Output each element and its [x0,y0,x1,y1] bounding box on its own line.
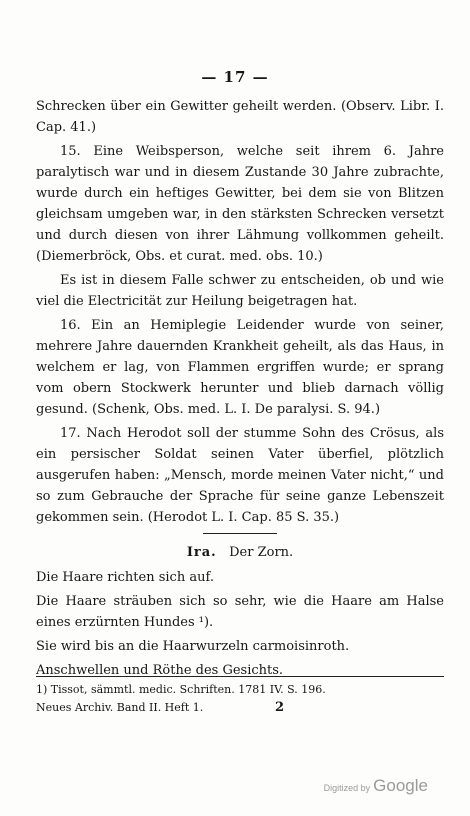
paragraph-continuation: Schrecken über ein Gewitter geheilt werden. (Observ. Libr. I. Cap. 41.) [36,99,444,135]
section-line-3: Sie wird bis an die Haarwurzeln carmoisinroth. [36,639,350,654]
section-title: Der Zorn. [229,545,294,560]
digitization-watermark [324,776,428,796]
section-divider [203,533,277,534]
section-line-4: Anschwellen und Röthe des Gesichts. [36,663,284,678]
paragraph-15: 15. Eine Weibsperson, welche seit ihrem 6. Jahre paralytisch war und in diesem Zustande 30 Jahre zubrachte, wurde durch ein heftiges Gewitter, bei dem sie von Blitzen gleichsam umgeben war, in den stärksten Schrecken versetzt und durch diesen von ihrer Lähmung vollkommen geheilt. (Diemerbröck, Obs. et curat. med. obs. 10.) [36,144,444,264]
section-line-1: Die Haare richten sich auf. [36,570,214,585]
paragraph-16: 16. Ein an Hemiplegie Leidender wurde von seiner, mehrere Jahre dauernden Krankheit geheilt, als das Haus, in welchem er lag, von Flammen ergriffen wurde; er sprang vom obern Stockwerk herunter und blieb darnach völlig gesund. (Schenk, Obs. med. L. I. De paralysi. S. 94.) [36,318,444,417]
footnote-divider [36,676,444,677]
printer-signature [36,700,444,716]
paragraph-note: Es ist in diesem Falle schwer zu entscheiden, ob und wie viel die Electricität zur Heilung beigetragen hat. [36,273,444,309]
footnote: 1) Tissot, sämmtl. medic. Schriften. 1781 IV. S. 196. [36,683,326,696]
section-heading [36,542,444,563]
page-number: — 17 — [201,68,269,86]
section-line-2: Die Haare sträuben sich so sehr, wie die Haare am Halse eines erzürnten Hundes ¹). [36,594,444,630]
watermark-brand: Google [373,776,428,795]
watermark-prefix: Digitized by [323,783,371,793]
section-number: Ira. [186,545,217,560]
paragraph-17: 17. Nach Herodot soll der stumme Sohn des Crösus, als ein persischer Soldat seinen Vater überfiel, plötzlich ausgerufen haben: „Mensch, morde meinen Vater nicht,“ und so zum Gebrauche der Sprache für seine ganze Lebenszeit gekommen sein. (Herodot L. I. Cap. 85 S. 35.) [36,426,444,525]
sheet-number: 2 [274,700,284,715]
signature-text: Neues Archiv. Band II. Heft 1. [36,701,204,714]
main-text [36,96,444,684]
